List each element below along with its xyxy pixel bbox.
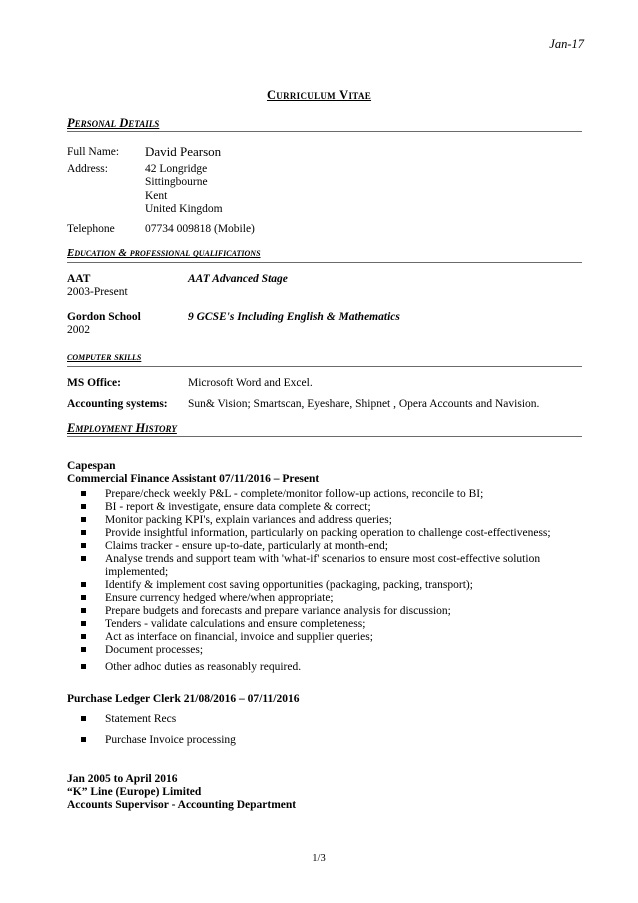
job-title: Commercial Finance Assistant 07/11/2016 – Present — [67, 473, 320, 485]
list-item: Prepare budgets and forecasts and prepare variance analysis for discussion; — [67, 605, 587, 618]
address-line: 42 Longridge — [145, 163, 208, 175]
section-heading-personal: Personal Details — [67, 116, 160, 130]
bullet-icon — [81, 647, 86, 652]
bullet-icon — [81, 517, 86, 522]
education-years: 2003-Present — [67, 286, 128, 298]
employer-name: Capespan — [67, 460, 116, 472]
bullet-icon — [81, 530, 86, 535]
bullet-icon — [81, 582, 86, 587]
section-heading-employment: Employment History — [67, 421, 177, 435]
bullet-icon — [81, 595, 86, 600]
bullet-icon — [81, 621, 86, 626]
education-qualification: 9 GCSE's Including English & Mathematics — [188, 311, 400, 323]
full-name-value: David Pearson — [145, 144, 222, 159]
full-name-label: Full Name: — [67, 146, 120, 158]
job-title: Purchase Ledger Clerk 21/08/2016 – 07/11/2016 — [67, 693, 300, 705]
section-divider — [67, 262, 582, 263]
bullet-icon — [81, 737, 86, 742]
section-heading-computer-skills: computer skills — [67, 351, 142, 363]
list-item: Other adhoc duties as reasonably required. — [67, 661, 587, 674]
address-line: United Kingdom — [145, 203, 223, 215]
section-divider — [67, 131, 582, 132]
duty-list — [67, 488, 587, 674]
list-item: Analyse trends and support team with 'what-if' scenarios to ensure most cost-effective solution implemented; — [67, 553, 587, 579]
job-title: Accounts Supervisor - Accounting Department — [67, 799, 297, 811]
telephone-label: Telephone — [67, 223, 115, 235]
header-date: Jan-17 — [549, 37, 584, 51]
employer-name: “K” Line (Europe) Limited — [67, 786, 202, 798]
list-item: Monitor packing KPI's, explain variances and address queries; — [67, 514, 587, 527]
skill-label: Accounting systems: — [67, 398, 168, 410]
bullet-icon — [81, 556, 86, 561]
education-years: 2002 — [67, 324, 90, 336]
list-item: Statement Recs — [67, 713, 587, 726]
list-item: Identify & implement cost saving opportunities (packaging, packing, transport); — [67, 579, 587, 592]
list-item: Claims tracker - ensure up-to-date, particularly at month-end; — [67, 540, 587, 553]
list-item: BI - report & investigate, ensure data complete & correct; — [67, 501, 587, 514]
list-item: Document processes; — [67, 644, 587, 657]
bullet-icon — [81, 664, 86, 669]
skill-value: Microsoft Word and Excel. — [188, 377, 313, 389]
section-heading-education: Education & professional qualifications — [67, 247, 261, 259]
bullet-icon — [81, 716, 86, 721]
list-item: Act as interface on financial, invoice and supplier queries; — [67, 631, 587, 644]
bullet-icon — [81, 504, 86, 509]
list-item: Purchase Invoice processing — [67, 734, 587, 747]
section-divider — [67, 436, 582, 437]
skill-value: Sun& Vision; Smartscan, Eyeshare, Shipnet , Opera Accounts and Navision. — [188, 398, 540, 410]
list-item: Ensure currency hedged where/when appropriate; — [67, 592, 587, 605]
bullet-icon — [81, 543, 86, 548]
employment-period: Jan 2005 to April 2016 — [67, 773, 178, 785]
list-item: Provide insightful information, particularly on packing operation to challenge cost-effectiveness; — [67, 527, 587, 540]
duty-list — [67, 713, 587, 747]
section-divider — [67, 366, 582, 367]
page-title: Curriculum Vitae — [266, 88, 372, 102]
address-line: Sittingbourne — [145, 176, 208, 188]
bullet-icon — [81, 608, 86, 613]
address-line: Kent — [145, 190, 168, 202]
skill-label: MS Office: — [67, 377, 121, 389]
address-label: Address: — [67, 163, 108, 175]
telephone-value: 07734 009818 (Mobile) — [145, 223, 255, 235]
bullet-icon — [81, 491, 86, 496]
list-item: Tenders - validate calculations and ensure completeness; — [67, 618, 587, 631]
education-institution: AAT — [67, 273, 91, 285]
education-institution: Gordon School — [67, 311, 141, 323]
bullet-icon — [81, 634, 86, 639]
education-qualification: AAT Advanced Stage — [188, 273, 288, 285]
page-number: 1/3 — [312, 853, 326, 864]
list-item: Prepare/check weekly P&L - complete/monitor follow-up actions, reconcile to BI; — [67, 488, 587, 501]
